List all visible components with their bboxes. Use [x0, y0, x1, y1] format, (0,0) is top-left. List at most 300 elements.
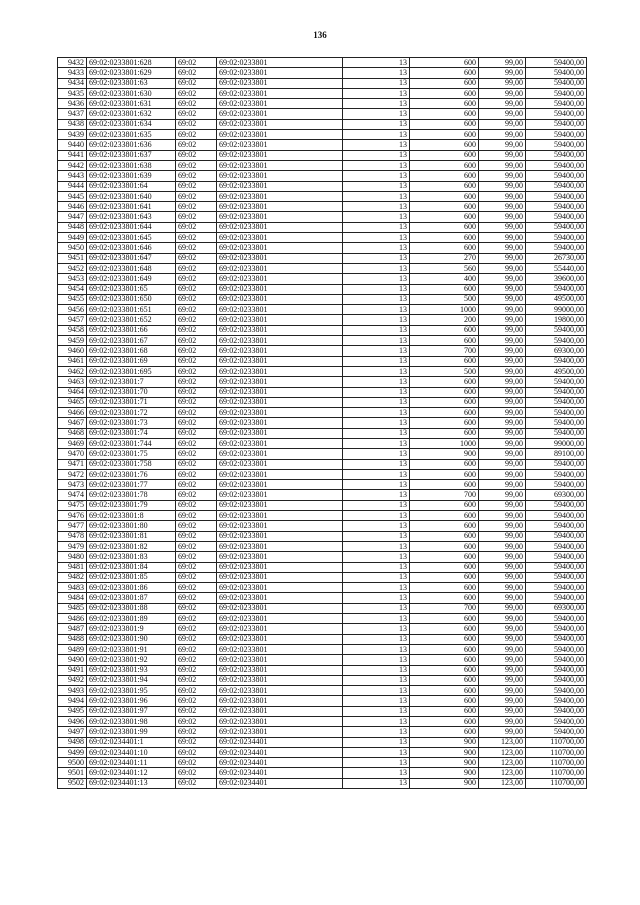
cadastral-block-cell: 69:02:0234401 — [217, 737, 343, 747]
cadastral-value-cell: 59400,00 — [526, 284, 587, 294]
zone-number-cell: 13 — [343, 490, 410, 500]
row-number-cell: 9439 — [58, 130, 87, 140]
zone-number-cell: 13 — [343, 253, 410, 263]
district-code-cell: 69:02 — [176, 109, 217, 119]
cadastral-value-cell: 59400,00 — [526, 88, 587, 98]
cadastral-block-cell: 69:02:0233801 — [217, 562, 343, 572]
rate-cell: 99,00 — [479, 366, 526, 376]
zone-number-cell: 13 — [343, 274, 410, 284]
rate-cell: 99,00 — [479, 583, 526, 593]
area-cell: 600 — [410, 469, 479, 479]
rate-cell: 99,00 — [479, 397, 526, 407]
cadastral-value-cell: 59400,00 — [526, 655, 587, 665]
table-row — [58, 521, 587, 531]
row-number-cell: 9453 — [58, 274, 87, 284]
rate-cell: 99,00 — [479, 511, 526, 521]
table-row — [58, 727, 587, 737]
cadastral-number-cell: 69:02:0233801:648 — [87, 263, 176, 273]
row-number-cell: 9462 — [58, 366, 87, 376]
row-number-cell: 9499 — [58, 747, 87, 757]
cadastral-block-cell: 69:02:0233801 — [217, 603, 343, 613]
cadastral-number-cell: 69:02:0233801:67 — [87, 336, 176, 346]
district-code-cell: 69:02 — [176, 78, 217, 88]
district-code-cell: 69:02 — [176, 294, 217, 304]
cadastral-value-cell: 49500,00 — [526, 366, 587, 376]
area-cell: 600 — [410, 336, 479, 346]
zone-number-cell: 13 — [343, 263, 410, 273]
row-number-cell: 9433 — [58, 68, 87, 78]
cadastral-value-cell: 59400,00 — [526, 336, 587, 346]
cadastral-number-cell: 69:02:0233801:94 — [87, 675, 176, 685]
area-cell: 1000 — [410, 438, 479, 448]
district-code-cell: 69:02 — [176, 88, 217, 98]
cadastral-number-cell: 69:02:0233801:77 — [87, 480, 176, 490]
cadastral-number-cell: 69:02:0233801:84 — [87, 562, 176, 572]
cadastral-number-cell: 69:02:0233801:66 — [87, 325, 176, 335]
cadastral-number-cell: 69:02:0233801:87 — [87, 593, 176, 603]
zone-number-cell: 13 — [343, 366, 410, 376]
cadastral-value-cell: 59400,00 — [526, 387, 587, 397]
rate-cell: 99,00 — [479, 78, 526, 88]
area-cell: 600 — [410, 58, 479, 68]
table-row — [58, 614, 587, 624]
table-row — [58, 243, 587, 253]
district-code-cell: 69:02 — [176, 140, 217, 150]
area-cell: 600 — [410, 541, 479, 551]
rate-cell: 99,00 — [479, 593, 526, 603]
cadastral-number-cell: 69:02:0233801:88 — [87, 603, 176, 613]
cadastral-value-cell: 59400,00 — [526, 552, 587, 562]
table-row — [58, 222, 587, 232]
area-cell: 900 — [410, 768, 479, 778]
zone-number-cell: 13 — [343, 706, 410, 716]
zone-number-cell: 13 — [343, 202, 410, 212]
area-cell: 600 — [410, 387, 479, 397]
table-row — [58, 88, 587, 98]
rate-cell: 123,00 — [479, 747, 526, 757]
row-number-cell: 9487 — [58, 624, 87, 634]
district-code-cell: 69:02 — [176, 531, 217, 541]
zone-number-cell: 13 — [343, 727, 410, 737]
rate-cell: 99,00 — [479, 294, 526, 304]
rate-cell: 99,00 — [479, 562, 526, 572]
table-row — [58, 325, 587, 335]
zone-number-cell: 13 — [343, 511, 410, 521]
table-row — [58, 686, 587, 696]
zone-number-cell: 13 — [343, 191, 410, 201]
table-row — [58, 480, 587, 490]
area-cell: 700 — [410, 346, 479, 356]
district-code-cell: 69:02 — [176, 449, 217, 459]
zone-number-cell: 13 — [343, 325, 410, 335]
area-cell: 600 — [410, 233, 479, 243]
cadastral-number-cell: 69:02:0234401:10 — [87, 747, 176, 757]
cadastral-block-cell: 69:02:0233801 — [217, 521, 343, 531]
cadastral-value-cell: 26730,00 — [526, 253, 587, 263]
rate-cell: 99,00 — [479, 160, 526, 170]
cadastral-number-cell: 69:02:0233801:68 — [87, 346, 176, 356]
cadastral-number-cell: 69:02:0233801:89 — [87, 614, 176, 624]
rate-cell: 99,00 — [479, 356, 526, 366]
rate-cell: 123,00 — [479, 737, 526, 747]
cadastral-number-cell: 69:02:0233801:651 — [87, 305, 176, 315]
row-number-cell: 9490 — [58, 655, 87, 665]
zone-number-cell: 13 — [343, 747, 410, 757]
zone-number-cell: 13 — [343, 233, 410, 243]
table-row — [58, 572, 587, 582]
cadastral-block-cell: 69:02:0233801 — [217, 222, 343, 232]
table-row — [58, 109, 587, 119]
cadastral-number-cell: 69:02:0233801:758 — [87, 459, 176, 469]
cadastral-block-cell: 69:02:0234401 — [217, 768, 343, 778]
cadastral-block-cell: 69:02:0233801 — [217, 593, 343, 603]
cadastral-value-cell: 59400,00 — [526, 150, 587, 160]
district-code-cell: 69:02 — [176, 243, 217, 253]
cadastral-number-cell: 69:02:0233801:63 — [87, 78, 176, 88]
cadastral-block-cell: 69:02:0233801 — [217, 696, 343, 706]
district-code-cell: 69:02 — [176, 500, 217, 510]
zone-number-cell: 13 — [343, 140, 410, 150]
cadastral-block-cell: 69:02:0233801 — [217, 202, 343, 212]
district-code-cell: 69:02 — [176, 747, 217, 757]
row-number-cell: 9496 — [58, 717, 87, 727]
row-number-cell: 9483 — [58, 583, 87, 593]
cadastral-value-cell: 110700,00 — [526, 778, 587, 788]
district-code-cell: 69:02 — [176, 305, 217, 315]
row-number-cell: 9474 — [58, 490, 87, 500]
row-number-cell: 9482 — [58, 572, 87, 582]
rate-cell: 99,00 — [479, 171, 526, 181]
row-number-cell: 9456 — [58, 305, 87, 315]
area-cell: 600 — [410, 459, 479, 469]
cadastral-number-cell: 69:02:0233801:74 — [87, 428, 176, 438]
row-number-cell: 9451 — [58, 253, 87, 263]
cadastral-number-cell: 69:02:0233801:69 — [87, 356, 176, 366]
area-cell: 600 — [410, 624, 479, 634]
cadastral-block-cell: 69:02:0233801 — [217, 428, 343, 438]
row-number-cell: 9440 — [58, 140, 87, 150]
table-row — [58, 418, 587, 428]
table-row — [58, 603, 587, 613]
row-number-cell: 9473 — [58, 480, 87, 490]
row-number-cell: 9460 — [58, 346, 87, 356]
rate-cell: 99,00 — [479, 305, 526, 315]
cadastral-number-cell: 69:02:0233801:71 — [87, 397, 176, 407]
table-row — [58, 737, 587, 747]
cadastral-value-cell: 59400,00 — [526, 377, 587, 387]
cadastral-block-cell: 69:02:0233801 — [217, 572, 343, 582]
row-number-cell: 9446 — [58, 202, 87, 212]
table-row — [58, 366, 587, 376]
cadastral-value-cell: 59400,00 — [526, 171, 587, 181]
cadastral-block-cell: 69:02:0233801 — [217, 469, 343, 479]
district-code-cell: 69:02 — [176, 717, 217, 727]
district-code-cell: 69:02 — [176, 315, 217, 325]
rate-cell: 99,00 — [479, 315, 526, 325]
rate-cell: 99,00 — [479, 469, 526, 479]
cadastral-value-cell: 59400,00 — [526, 614, 587, 624]
district-code-cell: 69:02 — [176, 346, 217, 356]
rate-cell: 99,00 — [479, 572, 526, 582]
cadastral-number-cell: 69:02:0233801:93 — [87, 665, 176, 675]
zone-number-cell: 13 — [343, 109, 410, 119]
zone-number-cell: 13 — [343, 593, 410, 603]
cadastral-number-cell: 69:02:0233801:650 — [87, 294, 176, 304]
row-number-cell: 9448 — [58, 222, 87, 232]
cadastral-number-cell: 69:02:0233801:81 — [87, 531, 176, 541]
cadastral-value-cell: 59400,00 — [526, 202, 587, 212]
cadastral-number-cell: 69:02:0233801:637 — [87, 150, 176, 160]
table-row — [58, 274, 587, 284]
rate-cell: 99,00 — [479, 418, 526, 428]
cadastral-block-cell: 69:02:0233801 — [217, 99, 343, 109]
cadastral-block-cell: 69:02:0233801 — [217, 305, 343, 315]
district-code-cell: 69:02 — [176, 397, 217, 407]
cadastral-number-cell: 69:02:0234401:11 — [87, 758, 176, 768]
cadastral-value-cell: 59400,00 — [526, 583, 587, 593]
district-code-cell: 69:02 — [176, 202, 217, 212]
rate-cell: 99,00 — [479, 521, 526, 531]
table-row — [58, 552, 587, 562]
area-cell: 600 — [410, 377, 479, 387]
area-cell: 600 — [410, 284, 479, 294]
cadastral-number-cell: 69:02:0233801:652 — [87, 315, 176, 325]
row-number-cell: 9486 — [58, 614, 87, 624]
cadastral-block-cell: 69:02:0233801 — [217, 294, 343, 304]
cadastral-value-cell: 59400,00 — [526, 130, 587, 140]
area-cell: 600 — [410, 665, 479, 675]
cadastral-value-cell: 59400,00 — [526, 58, 587, 68]
cadastral-block-cell: 69:02:0233801 — [217, 233, 343, 243]
cadastral-value-cell: 59400,00 — [526, 181, 587, 191]
district-code-cell: 69:02 — [176, 160, 217, 170]
rate-cell: 99,00 — [479, 480, 526, 490]
table-row — [58, 541, 587, 551]
zone-number-cell: 13 — [343, 150, 410, 160]
area-cell: 600 — [410, 243, 479, 253]
rate-cell: 99,00 — [479, 130, 526, 140]
cadastral-block-cell: 69:02:0233801 — [217, 490, 343, 500]
cadastral-number-cell: 69:02:0233801:631 — [87, 99, 176, 109]
rate-cell: 99,00 — [479, 58, 526, 68]
cadastral-block-cell: 69:02:0233801 — [217, 459, 343, 469]
row-number-cell: 9445 — [58, 191, 87, 201]
rate-cell: 99,00 — [479, 686, 526, 696]
zone-number-cell: 13 — [343, 428, 410, 438]
zone-number-cell: 13 — [343, 758, 410, 768]
zone-number-cell: 13 — [343, 665, 410, 675]
area-cell: 600 — [410, 562, 479, 572]
area-cell: 600 — [410, 160, 479, 170]
table-row — [58, 305, 587, 315]
cadastral-number-cell: 69:02:0233801:92 — [87, 655, 176, 665]
cadastral-block-cell: 69:02:0233801 — [217, 500, 343, 510]
area-cell: 600 — [410, 99, 479, 109]
cadastral-number-cell: 69:02:0233801:8 — [87, 511, 176, 521]
cadastral-block-cell: 69:02:0233801 — [217, 387, 343, 397]
rate-cell: 99,00 — [479, 727, 526, 737]
area-cell: 560 — [410, 263, 479, 273]
table-row — [58, 768, 587, 778]
cadastral-block-cell: 69:02:0233801 — [217, 655, 343, 665]
cadastral-number-cell: 69:02:0233801:639 — [87, 171, 176, 181]
zone-number-cell: 13 — [343, 737, 410, 747]
row-number-cell: 9484 — [58, 593, 87, 603]
rate-cell: 99,00 — [479, 675, 526, 685]
area-cell: 600 — [410, 511, 479, 521]
row-number-cell: 9485 — [58, 603, 87, 613]
cadastral-block-cell: 69:02:0234401 — [217, 758, 343, 768]
area-cell: 500 — [410, 294, 479, 304]
table-row — [58, 171, 587, 181]
cadastral-block-cell: 69:02:0233801 — [217, 68, 343, 78]
table-row — [58, 624, 587, 634]
row-number-cell: 9459 — [58, 336, 87, 346]
cadastral-number-cell: 69:02:0233801:65 — [87, 284, 176, 294]
rate-cell: 99,00 — [479, 274, 526, 284]
zone-number-cell: 13 — [343, 614, 410, 624]
cadastral-block-cell: 69:02:0233801 — [217, 552, 343, 562]
cadastral-number-cell: 69:02:0233801:629 — [87, 68, 176, 78]
zone-number-cell: 13 — [343, 675, 410, 685]
row-number-cell: 9442 — [58, 160, 87, 170]
cadastral-block-cell: 69:02:0233801 — [217, 346, 343, 356]
zone-number-cell: 13 — [343, 222, 410, 232]
cadastral-number-cell: 69:02:0233801:632 — [87, 109, 176, 119]
cadastral-value-cell: 59400,00 — [526, 634, 587, 644]
table-row — [58, 655, 587, 665]
rate-cell: 99,00 — [479, 233, 526, 243]
area-cell: 600 — [410, 500, 479, 510]
district-code-cell: 69:02 — [176, 418, 217, 428]
row-number-cell: 9435 — [58, 88, 87, 98]
rate-cell: 99,00 — [479, 202, 526, 212]
cadastral-number-cell: 69:02:0233801:646 — [87, 243, 176, 253]
table-row — [58, 233, 587, 243]
district-code-cell: 69:02 — [176, 675, 217, 685]
district-code-cell: 69:02 — [176, 68, 217, 78]
area-cell: 600 — [410, 150, 479, 160]
cadastral-value-cell: 99000,00 — [526, 438, 587, 448]
rate-cell: 99,00 — [479, 490, 526, 500]
table-row — [58, 315, 587, 325]
table-row — [58, 717, 587, 727]
zone-number-cell: 13 — [343, 562, 410, 572]
cadastral-value-cell: 39600,00 — [526, 274, 587, 284]
cadastral-value-cell: 59400,00 — [526, 644, 587, 654]
cadastral-value-cell: 110700,00 — [526, 758, 587, 768]
cadastral-value-cell: 59400,00 — [526, 160, 587, 170]
cadastral-value-cell: 59400,00 — [526, 686, 587, 696]
cadastral-value-cell: 59400,00 — [526, 521, 587, 531]
district-code-cell: 69:02 — [176, 284, 217, 294]
row-number-cell: 9443 — [58, 171, 87, 181]
table-row — [58, 511, 587, 521]
rate-cell: 99,00 — [479, 336, 526, 346]
rate-cell: 123,00 — [479, 778, 526, 788]
rate-cell: 99,00 — [479, 665, 526, 675]
district-code-cell: 69:02 — [176, 727, 217, 737]
cadastral-block-cell: 69:02:0233801 — [217, 624, 343, 634]
table-row — [58, 294, 587, 304]
cadastral-number-cell: 69:02:0233801:99 — [87, 727, 176, 737]
cadastral-value-cell: 59400,00 — [526, 68, 587, 78]
cadastral-value-cell: 59400,00 — [526, 356, 587, 366]
zone-number-cell: 13 — [343, 356, 410, 366]
row-number-cell: 9469 — [58, 438, 87, 448]
row-number-cell: 9497 — [58, 727, 87, 737]
cadastral-block-cell: 69:02:0233801 — [217, 531, 343, 541]
district-code-cell: 69:02 — [176, 758, 217, 768]
rate-cell: 99,00 — [479, 109, 526, 119]
district-code-cell: 69:02 — [176, 614, 217, 624]
row-number-cell: 9449 — [58, 233, 87, 243]
cadastral-value-cell: 69300,00 — [526, 346, 587, 356]
cadastral-number-cell: 69:02:0233801:628 — [87, 58, 176, 68]
table-row — [58, 212, 587, 222]
district-code-cell: 69:02 — [176, 469, 217, 479]
table-row — [58, 562, 587, 572]
rate-cell: 99,00 — [479, 99, 526, 109]
zone-number-cell: 13 — [343, 130, 410, 140]
cadastral-value-cell: 59400,00 — [526, 191, 587, 201]
cadastral-value-cell: 59400,00 — [526, 119, 587, 129]
cadastral-value-cell: 59400,00 — [526, 593, 587, 603]
cadastral-block-cell: 69:02:0233801 — [217, 109, 343, 119]
row-number-cell: 9502 — [58, 778, 87, 788]
row-number-cell: 9466 — [58, 408, 87, 418]
cadastral-value-cell: 59400,00 — [526, 675, 587, 685]
zone-number-cell: 13 — [343, 284, 410, 294]
rate-cell: 99,00 — [479, 212, 526, 222]
zone-number-cell: 13 — [343, 212, 410, 222]
rate-cell: 99,00 — [479, 119, 526, 129]
cadastral-value-cell: 59400,00 — [526, 109, 587, 119]
area-cell: 900 — [410, 449, 479, 459]
cadastral-block-cell: 69:02:0233801 — [217, 119, 343, 129]
table-row — [58, 531, 587, 541]
zone-number-cell: 13 — [343, 408, 410, 418]
rate-cell: 99,00 — [479, 531, 526, 541]
area-cell: 600 — [410, 644, 479, 654]
area-cell: 600 — [410, 171, 479, 181]
cadastral-number-cell: 69:02:0233801:76 — [87, 469, 176, 479]
row-number-cell: 9475 — [58, 500, 87, 510]
area-cell: 600 — [410, 717, 479, 727]
district-code-cell: 69:02 — [176, 665, 217, 675]
row-number-cell: 9481 — [58, 562, 87, 572]
cadastral-value-cell: 59400,00 — [526, 428, 587, 438]
zone-number-cell: 13 — [343, 655, 410, 665]
rate-cell: 99,00 — [479, 181, 526, 191]
area-cell: 600 — [410, 521, 479, 531]
row-number-cell: 9468 — [58, 428, 87, 438]
table-row — [58, 778, 587, 788]
cadastral-block-cell: 69:02:0233801 — [217, 130, 343, 140]
cadastral-value-cell: 59400,00 — [526, 397, 587, 407]
row-number-cell: 9455 — [58, 294, 87, 304]
table-row — [58, 377, 587, 387]
cadastral-value-cell: 59400,00 — [526, 469, 587, 479]
area-cell: 600 — [410, 583, 479, 593]
cadastral-number-cell: 69:02:0233801:79 — [87, 500, 176, 510]
district-code-cell: 69:02 — [176, 511, 217, 521]
table-row — [58, 593, 587, 603]
cadastral-block-cell: 69:02:0233801 — [217, 315, 343, 325]
cadastral-number-cell: 69:02:0233801:91 — [87, 644, 176, 654]
rate-cell: 99,00 — [479, 717, 526, 727]
row-number-cell: 9436 — [58, 99, 87, 109]
